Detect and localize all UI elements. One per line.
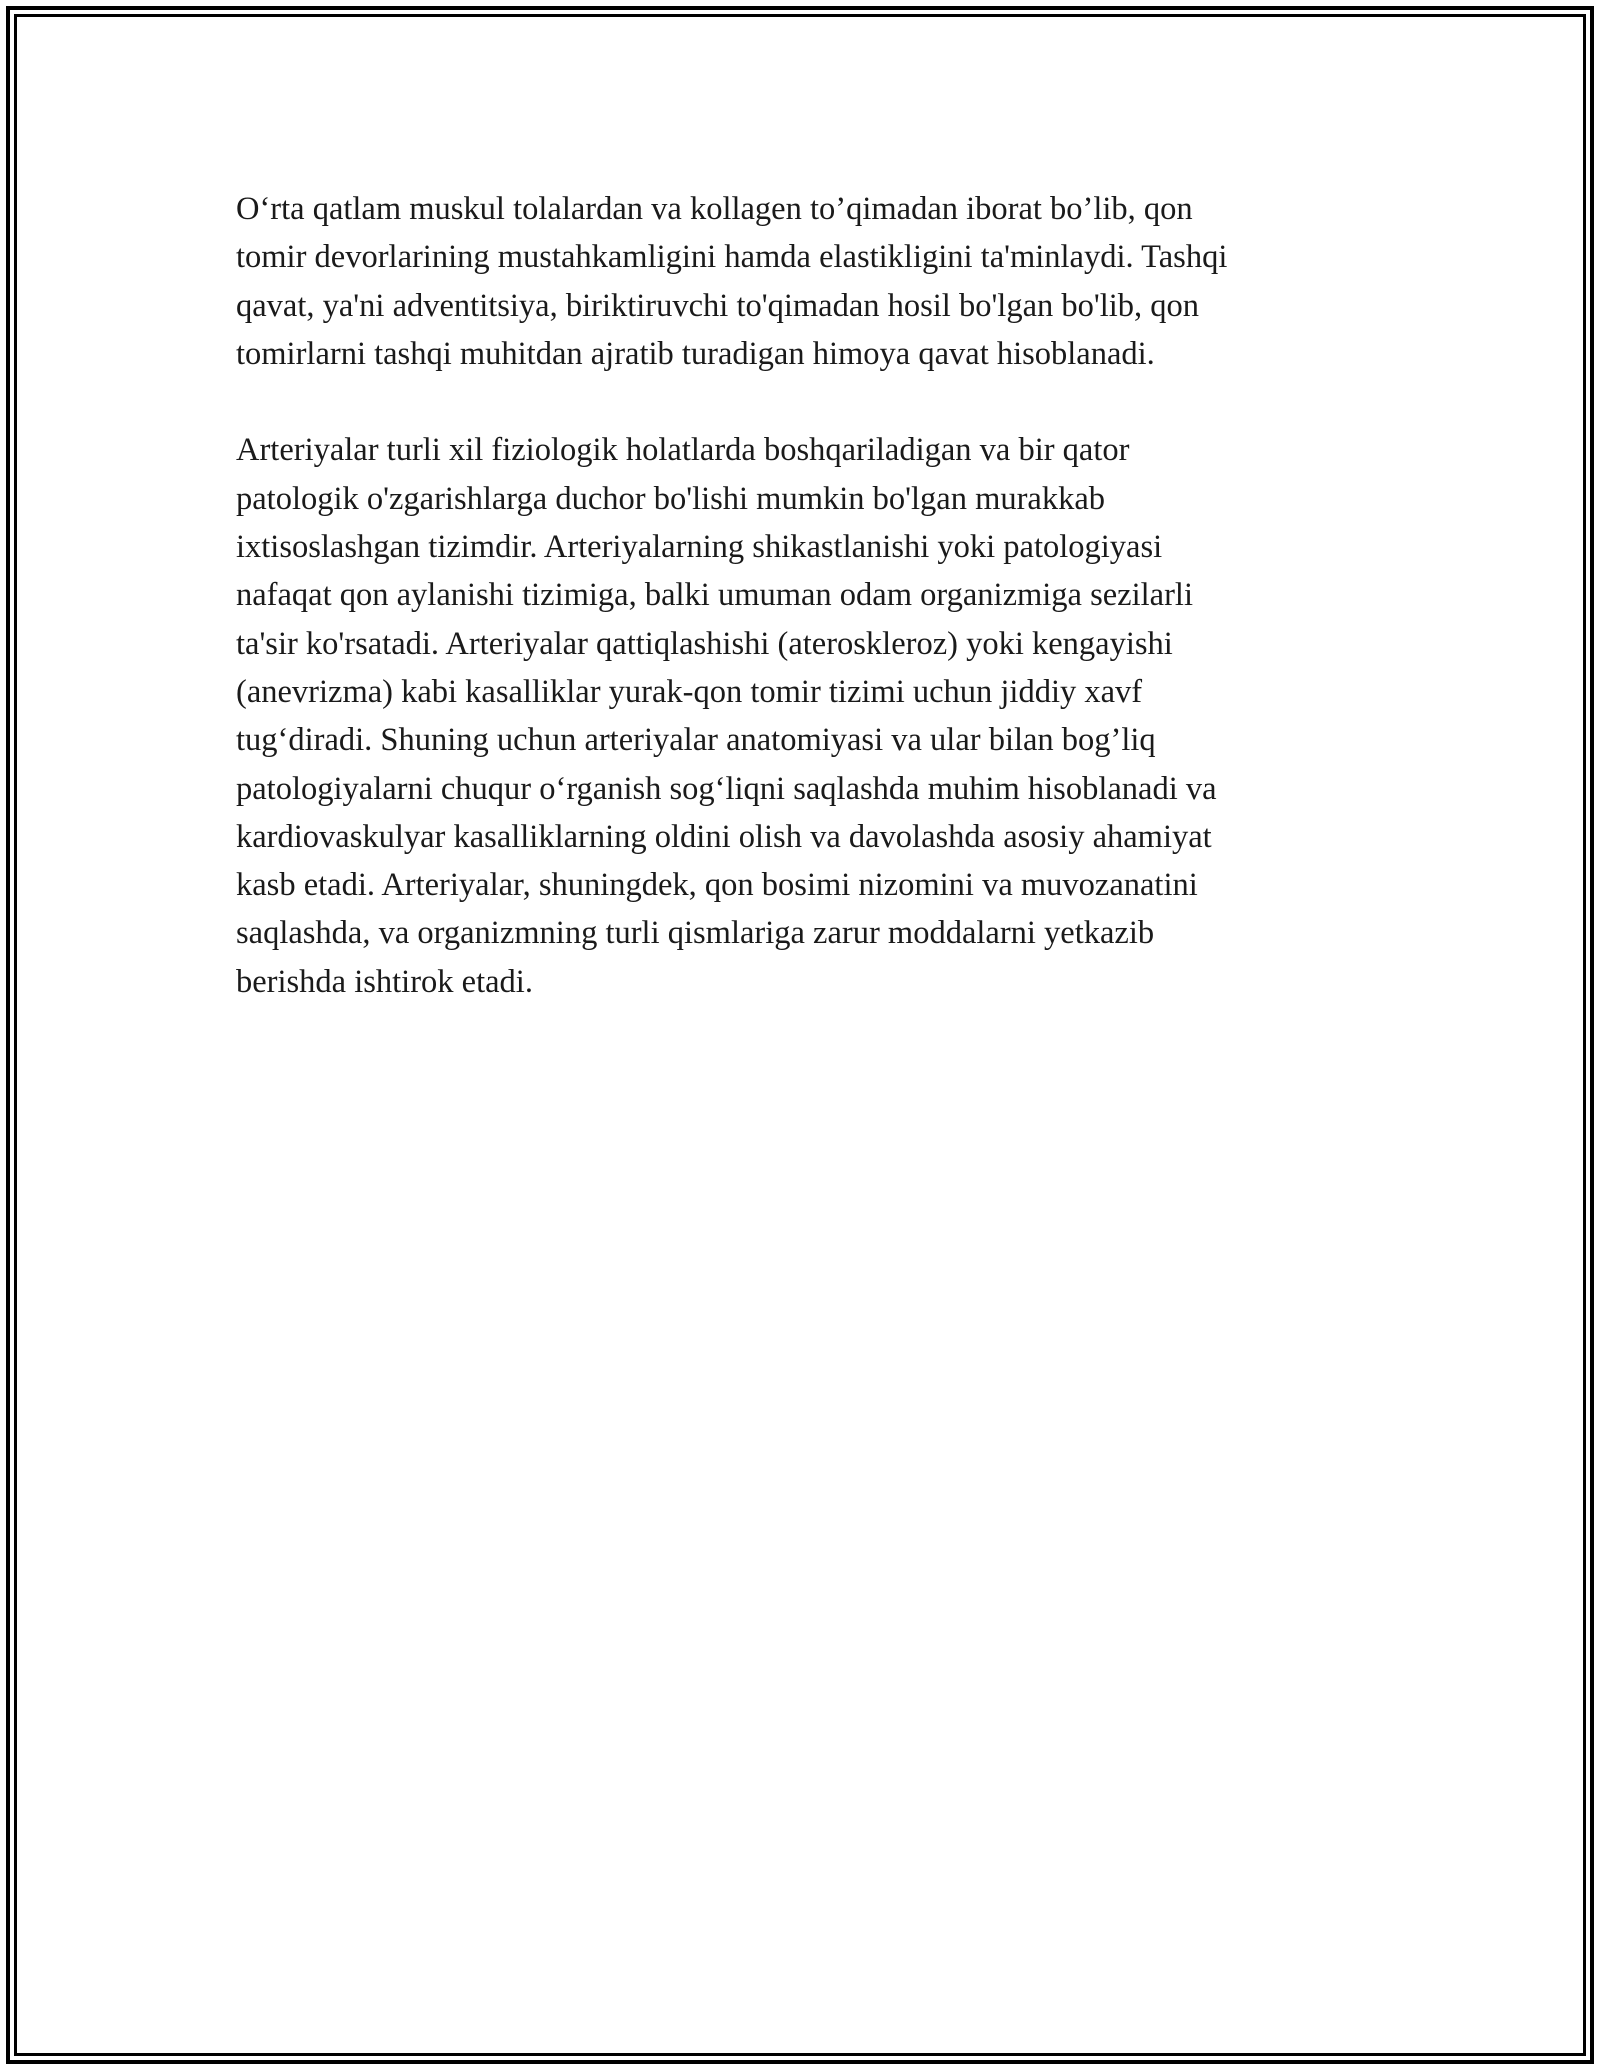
paragraph-line: ta'sir ko'rsatadi. Arteriyalar qattiqlashishi (ateroskleroz) yoki kengayishi: [236, 625, 1173, 662]
paragraph-line: tomirlarni tashqi muhitdan ajratib turadigan himoya qavat hisoblanadi.: [236, 335, 1155, 372]
paragraph-line: tug‘diradi. Shuning uchun arteriyalar anatomiyasi va ular bilan bog’liq: [236, 722, 1156, 759]
paragraph-line: ixtisoslashgan tizimdir. Arteriyalarning shikastlanishi yoki patologiyasi: [236, 529, 1163, 566]
paragraph-spacer: [236, 378, 1376, 426]
paragraph-1: [236, 185, 1376, 378]
paragraph-line: Arteriyalar turli xil fiziologik holatlarda boshqariladigan va bir qator: [236, 432, 1130, 469]
paragraph-line: (anevrizma) kabi kasalliklar yurak-qon tomir tizimi uchun jiddiy xavf: [236, 673, 1143, 710]
paragraph-line: patologiyalarni chuqur o‘rganish sog‘liqni saqlashda muhim hisoblanadi va: [236, 770, 1217, 807]
paragraph-line: kasb etadi. Arteriyalar, shuningdek, qon bosimi nizomini va muvozanatini: [236, 867, 1198, 904]
paragraph-2: [236, 426, 1376, 1006]
paragraph-line: berishda ishtirok etadi.: [236, 963, 533, 1000]
paragraph-line: patologik o'zgarishlarga duchor bo'lishi mumkin bo'lgan murakkab: [236, 480, 1106, 517]
paragraph-line: nafaqat qon aylanishi tizimiga, balki umuman odam organizmiga sezilarli: [236, 577, 1193, 614]
document-body: [236, 185, 1376, 1006]
paragraph-line: kardiovaskulyar kasalliklarning oldini olish va davolashda asosiy ahamiyat: [236, 818, 1212, 855]
paragraph-line: qavat, ya'ni adventitsiya, biriktiruvchi to'qimadan hosil bo'lgan bo'lib, qon: [236, 287, 1200, 324]
paragraph-line: tomir devorlarining mustahkamligini hamda elastikligini ta'minlaydi. Tashqi: [236, 239, 1228, 276]
paragraph-line: O‘rta qatlam muskul tolalardan va kollagen to’qimadan iborat bo’lib, qon: [236, 191, 1193, 227]
paragraph-line: saqlashda, va organizmning turli qismlariga zarur moddalarni yetkazib: [236, 915, 1155, 952]
